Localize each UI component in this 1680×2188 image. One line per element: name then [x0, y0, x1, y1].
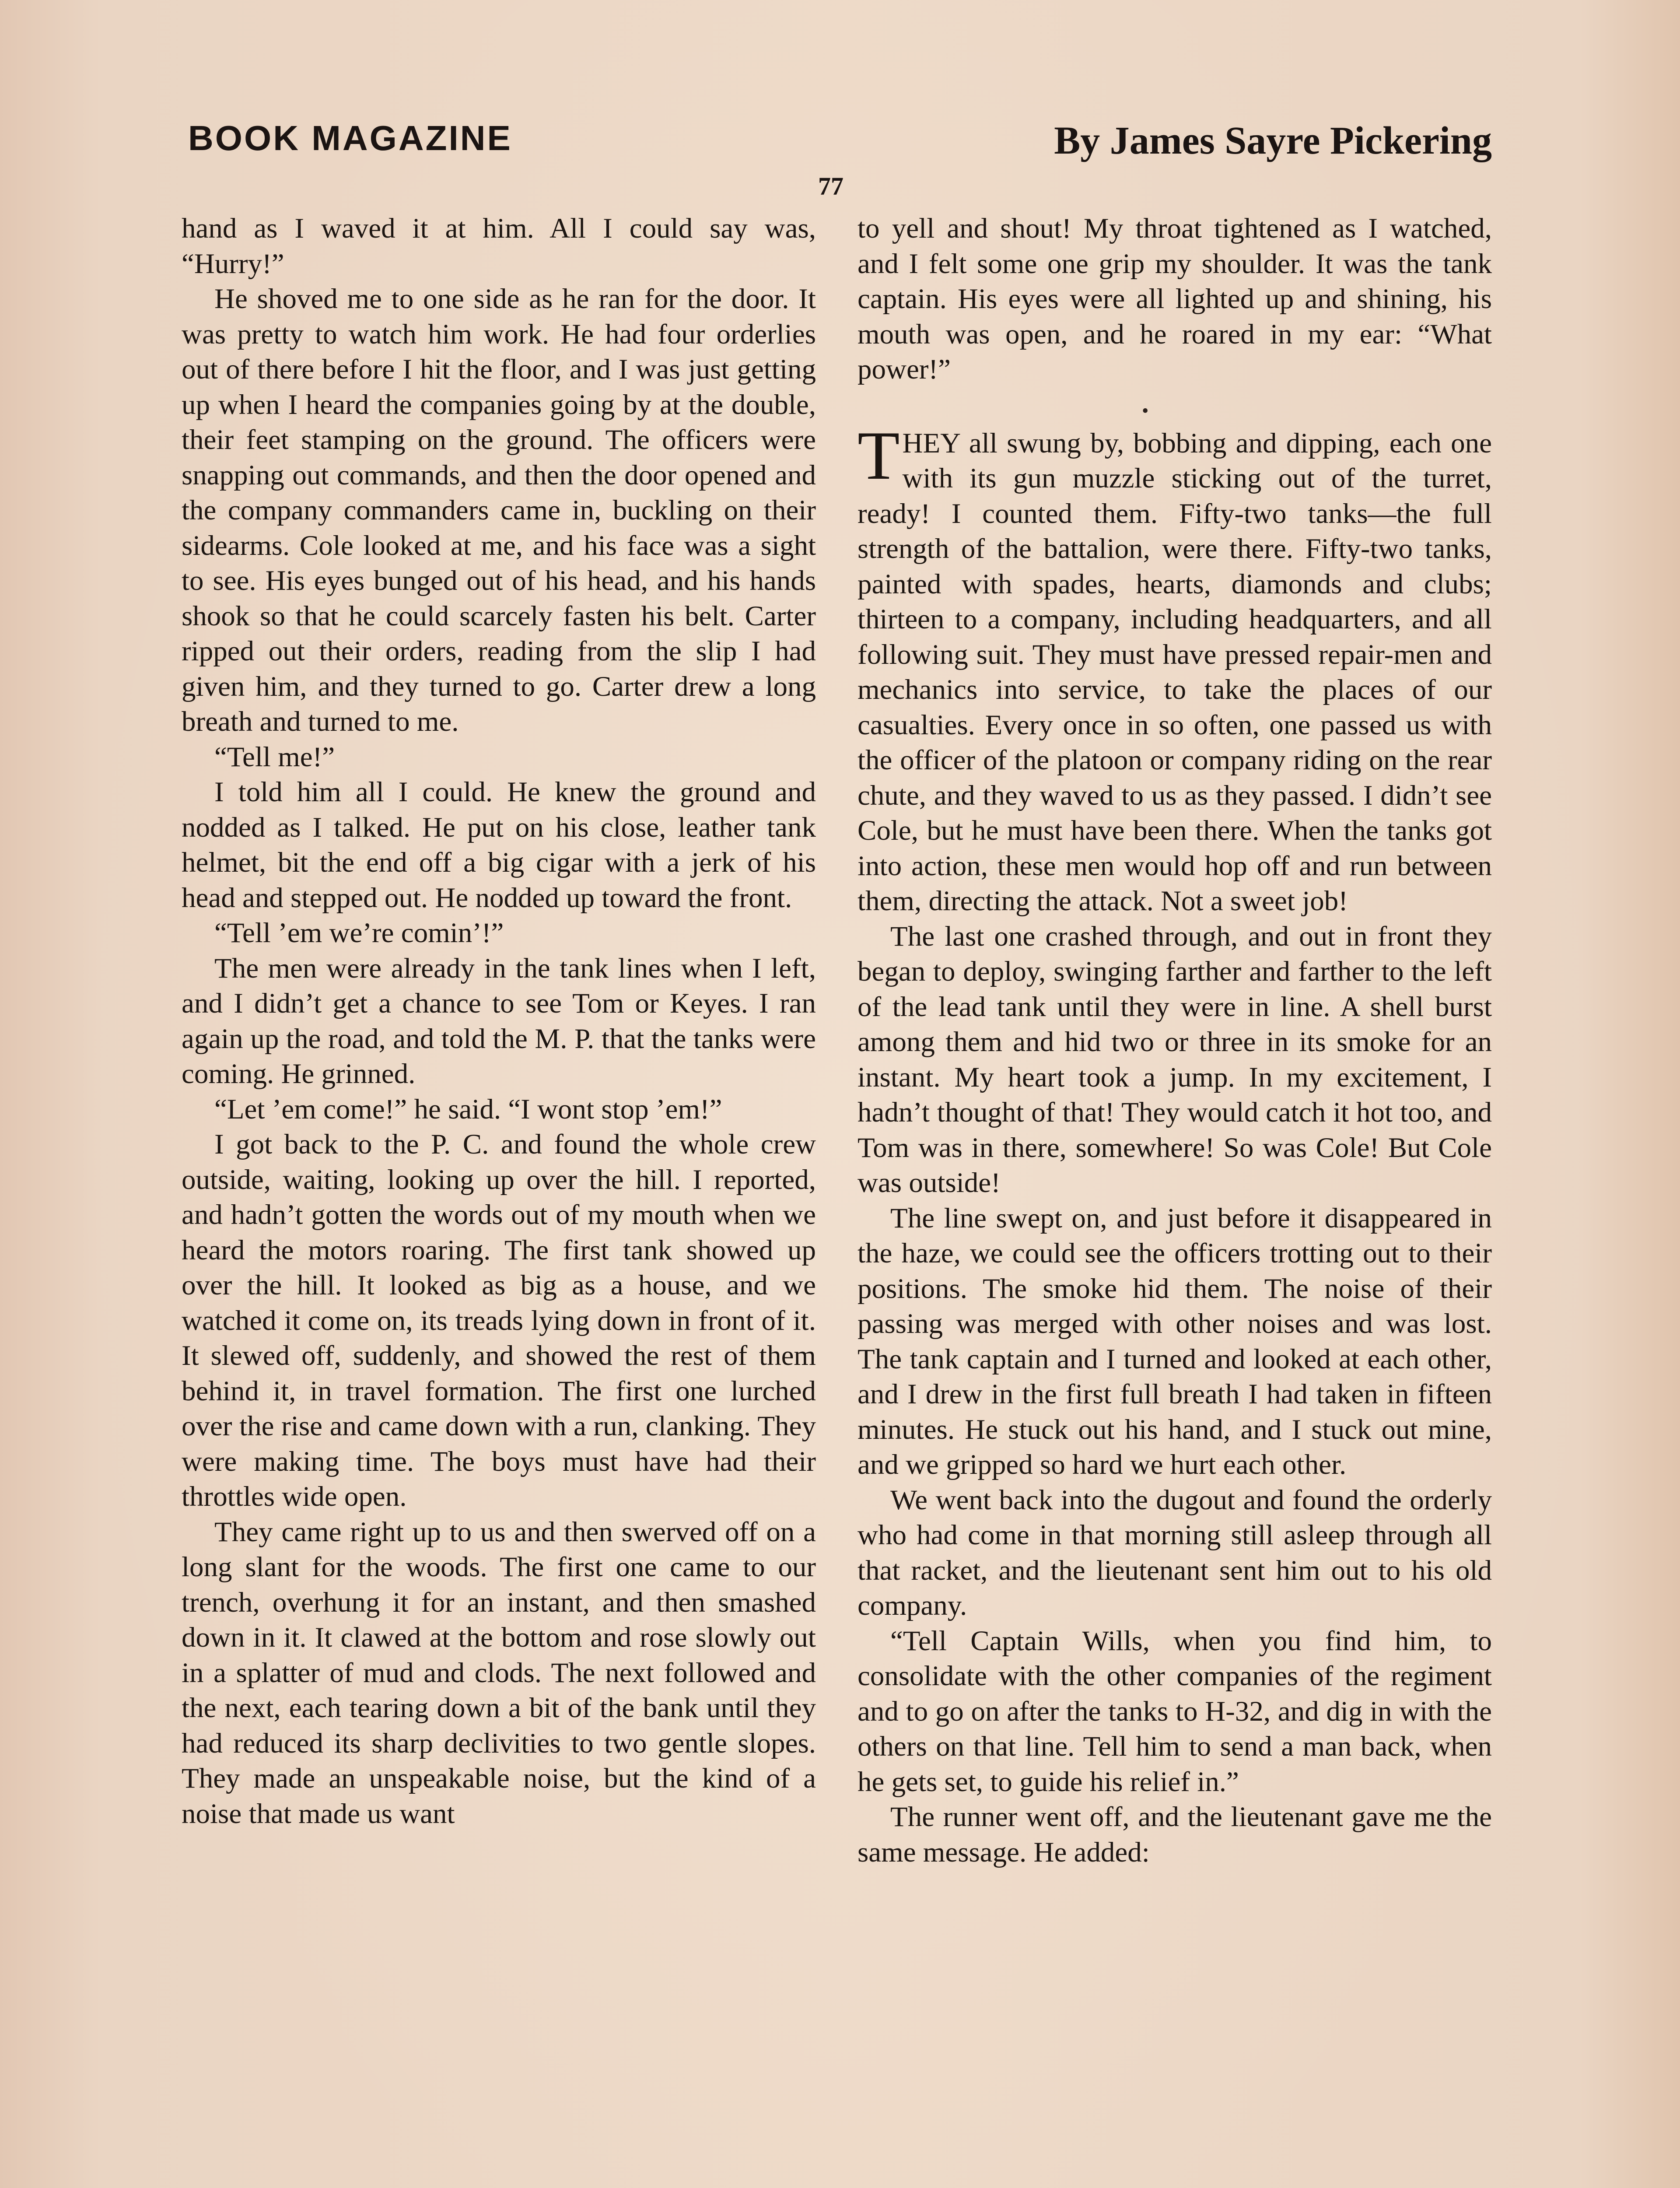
- paragraph: to yell and shout! My throat tightened as I watched, and I felt some one grip my shoulder. It was the tank captain. His eyes were all lighted up and shining, his mouth was open, and he roared in my ear: “What power!”: [858, 213, 1492, 385]
- right-text-column: [858, 211, 1492, 1870]
- paragraph: hand as I waved it at him. All I could say was, “Hurry!”: [182, 213, 816, 280]
- paragraph: The men were already in the tank lines when I left, and I didn’t get a chance to see Tom or Keyes. I ran again up the road, and told the M. P. that the tanks were coming. He grinned.: [182, 952, 816, 1090]
- paragraph: We went back into the dugout and found the orderly who had come in that morning still asleep through all that racket, and the lieutenant sent him out to his old company.: [858, 1484, 1492, 1621]
- paragraph: I told him all I could. He knew the ground and nodded as I talked. He put on his close, leather tank helmet, bit the end off a big cigar with a jerk of his head and stepped out. He nodded up toward the front.: [182, 776, 816, 914]
- page-number: 77: [818, 172, 844, 200]
- paragraph: The line swept on, and just before it disappeared in the haze, we could see the officers trotting out to their positions. The smoke hid them. The noise of their passing was merged with other noises and was lost. The tank captain and I turned and looked at each other, and I drew in the first full breath I had taken in fifteen minutes. He stuck out his hand, and I stuck out mine, and we gripped so hard we hurt each other.: [858, 1202, 1492, 1480]
- paragraph: “Tell me!”: [214, 741, 335, 773]
- section-break: [858, 387, 1492, 426]
- running-head-author: By James Sayre Pickering: [1054, 119, 1492, 162]
- section-break-bullet: •: [1142, 400, 1149, 421]
- paragraph: The runner went off, and the lieutenant gave me the same message. He added:: [858, 1801, 1492, 1868]
- paragraph: They came right up to us and then swerved off on a long slant for the woods. The first one came to our trench, overhung it for an instant, and then smashed down in it. It clawed at the bottom and rose slowly out in a splatter of mud and clods. The next followed and the next, each tearing down a bit of the bank until they had reduced its sharp declivities to two gentle slopes. They made an unspeakable noise, but the kind of a noise that made us want: [182, 1516, 816, 1830]
- paragraph: He shoved me to one side as he ran for the door. It was pretty to watch him work. He had four orderlies out of there before I hit the floor, and I was just getting up when I heard the companies going by at the double, their feet stamping on the ground. The officers were snapping out commands, and then the door opened and the company commanders came in, buckling on their sidearms. Cole looked at me, and his face was a sight to see. His eyes bunged out of his head, and his hands shook so that he could scarcely fasten his belt. Carter ripped out their orders, reading from the slip I had given him, and they turned to go. Carter drew a long breath and turned to me.: [182, 283, 816, 737]
- left-text-column: [182, 211, 816, 1831]
- paragraph-drop-cap: THEY all swung by, bobbing and dipping, each one with its gun muzzle sticking out of the turret, ready! I counted them. Fifty-two tanks—the full strength of the battalion, were there. Fifty-two tanks, painted with spades, hearts, diamonds and clubs; thirteen to a company, including headquarters, and all following suit. They must have pressed repair-men and mechanics into service, to take the places of our casualties. Every once in so often, one passed us with the officer of the platoon or company riding on the rear chute, and they waved to us as they passed. I didn’t see Cole, but he must have been there. When the tanks got into action, these men would hop off and run between them, directing the attack. Not a sweet job!: [858, 417, 1492, 917]
- paragraph: “Tell ’em we’re comin’!”: [214, 917, 504, 949]
- running-head-title: BOOK MAGAZINE: [188, 119, 512, 158]
- paragraph: “Tell Captain Wills, when you find him, to consolidate with the other companies of the regiment and to go on after the tanks to H-32, and dig in with the others on that line. Tell him to send a man back, when he gets set, to guide his relief in.”: [858, 1625, 1492, 1798]
- paragraph: The last one crashed through, and out in front they began to deploy, swinging farther and farther to the left of the lead tank until they were in line. A shell burst among them and hid two or three in its smoke for an instant. My heart took a jump. In my excitement, I hadn’t thought of that! They would catch it hot too, and Tom was in there, somewhere! So was Cole! But Cole was outside!: [858, 920, 1492, 1199]
- paragraph: I got back to the P. C. and found the whole crew outside, waiting, looking up over the hill. I reported, and hadn’t gotten the words out of my mouth when we heard the motors roaring. The first tank showed up over the hill. It looked as big as a house, and we watched it come on, its treads lying down in front of it. It slewed off, suddenly, and showed the rest of them behind it, in travel formation. The first one lurched over the rise and came down with a run, clanking. They were making time. The boys must have had their throttles wide open.: [182, 1129, 816, 1512]
- paragraph: “Let ’em come!” he said. “I wont stop ’em!”: [214, 1093, 722, 1125]
